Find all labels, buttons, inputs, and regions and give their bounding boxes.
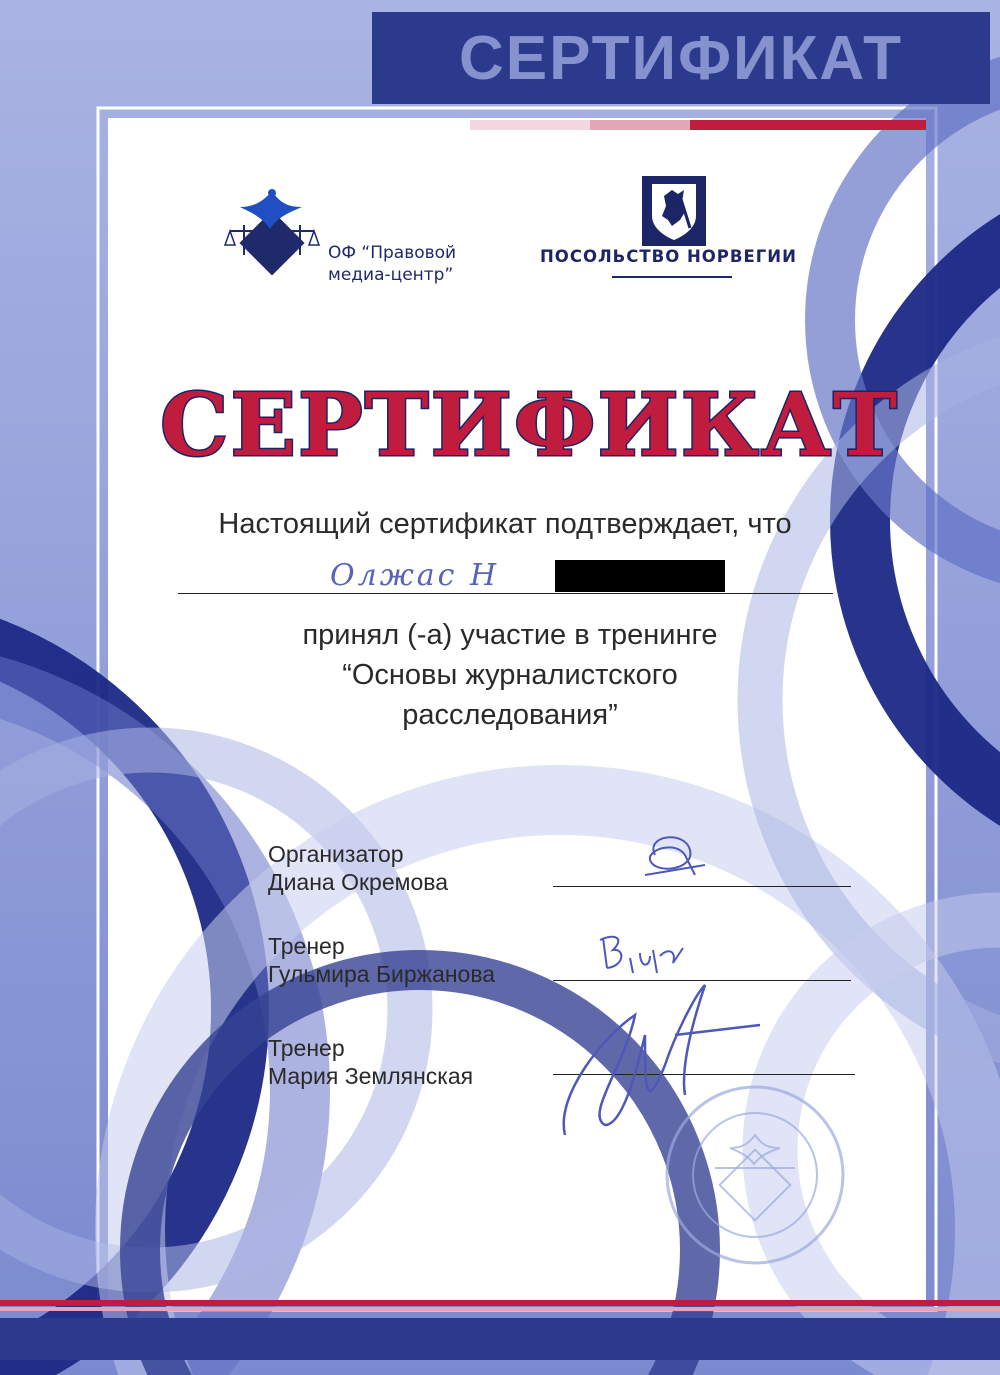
participation-line2: “Основы журналистского xyxy=(342,659,678,691)
organization-stamp xyxy=(660,1080,850,1270)
media-center-name-line2: медиа-центр” xyxy=(328,265,454,285)
media-center-name-line1: ОФ “Правовой xyxy=(328,243,457,263)
recipient-line xyxy=(178,593,833,594)
norway-crest-icon xyxy=(642,176,706,246)
signatory-name: Диана Окремова xyxy=(268,869,448,895)
redaction-box xyxy=(555,560,725,592)
embassy-name: ПОСОЛЬСТВО НОРВЕГИИ xyxy=(540,247,797,266)
signatory-trainer-1 xyxy=(268,932,495,988)
footer-band xyxy=(0,1318,1000,1360)
certificate-title: СЕРТИФИКАТ xyxy=(160,375,900,476)
participation-text xyxy=(150,615,870,735)
signatory-trainer-2 xyxy=(268,1034,473,1090)
participation-line1: принял (-а) участие в тренинге xyxy=(302,619,718,651)
header-title: СЕРТИФИКАТ xyxy=(459,24,903,93)
confirm-text: Настоящий сертификат подтверждает, что xyxy=(218,508,792,540)
embassy-underline xyxy=(612,276,732,278)
signatory-role: Тренер xyxy=(268,933,345,959)
media-center-name xyxy=(328,242,456,286)
signature-line-organizer xyxy=(553,886,851,887)
participation-line3: расследования” xyxy=(402,699,618,731)
signatory-name: Мария Землянская xyxy=(268,1063,474,1089)
signatory-name: Гульмира Биржанова xyxy=(268,961,496,987)
signature-organizer xyxy=(635,825,715,885)
signatory-role: Тренер xyxy=(268,1035,345,1061)
signatory-organizer xyxy=(268,840,448,896)
signatory-role: Организатор xyxy=(268,841,404,867)
media-center-logo xyxy=(222,185,322,285)
recipient-handwritten-name: Олжас Н xyxy=(330,558,500,593)
